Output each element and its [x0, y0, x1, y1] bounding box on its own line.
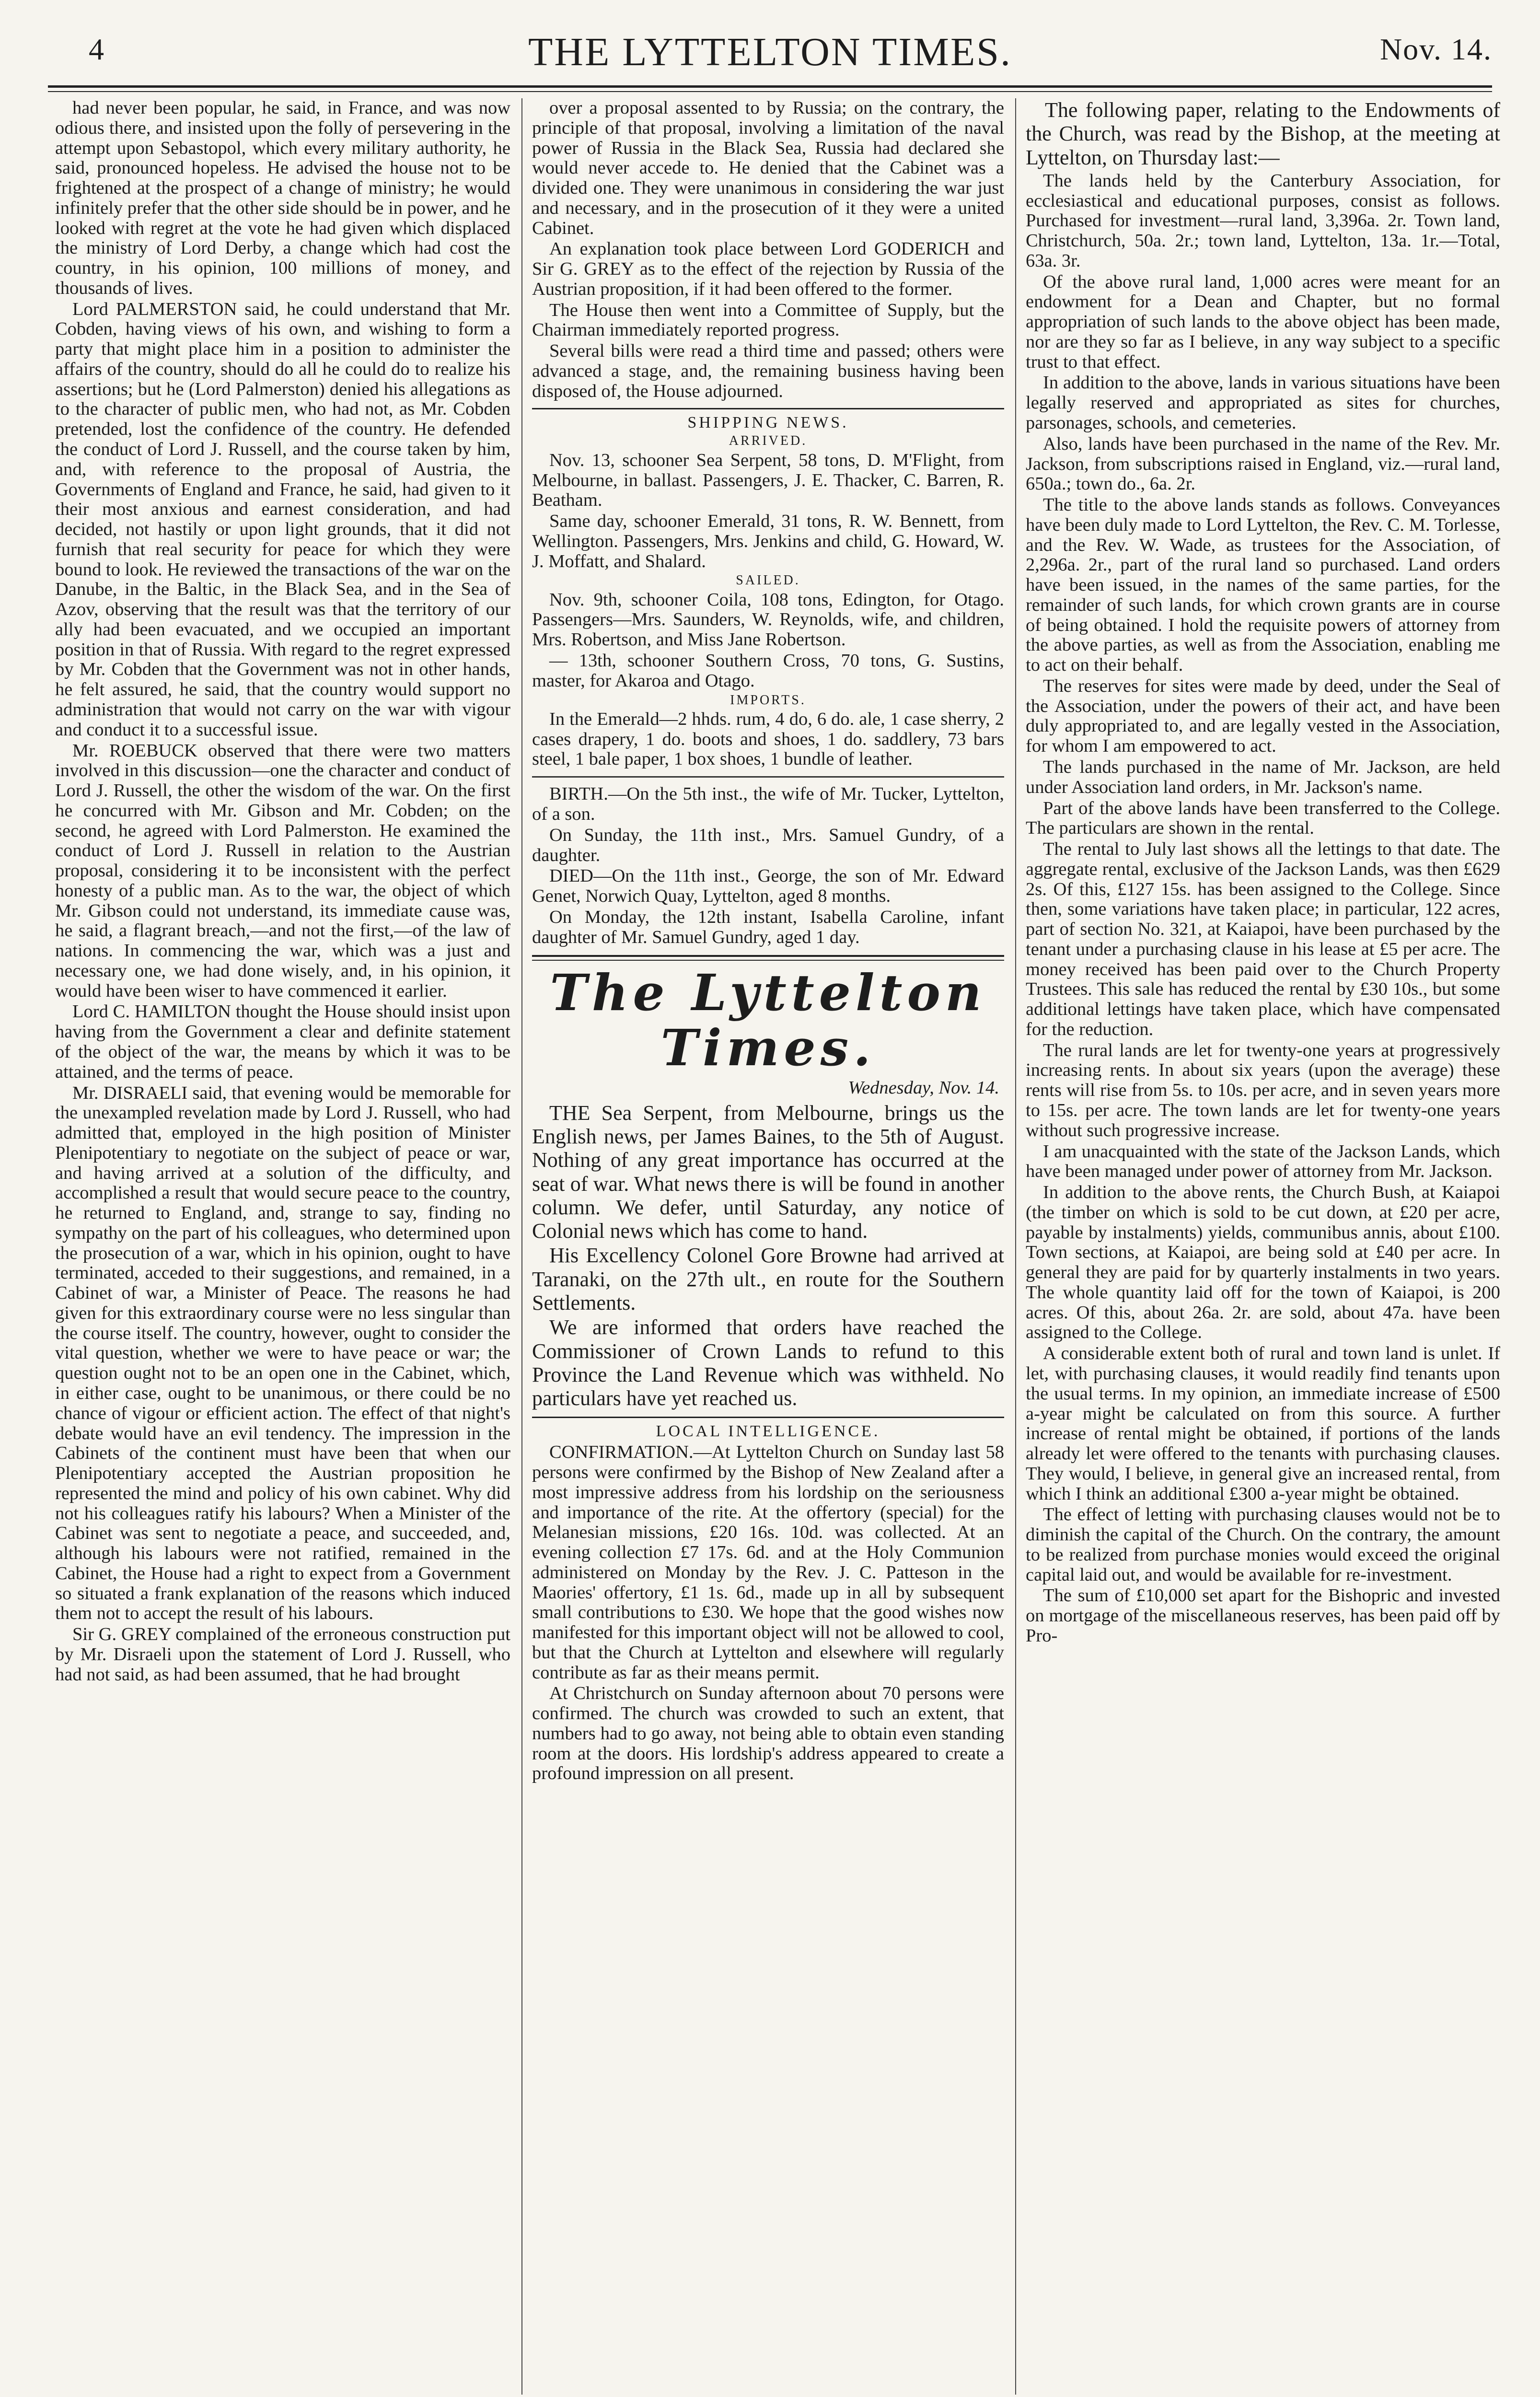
article-paragraph: The sum of £10,000 set apart for the Bishopric and invested on mortgage of the miscellaneous reserves, has been paid off by Pro- — [1026, 1585, 1500, 1646]
notice-entry: DIED—On the 11th inst., George, the son of Mr. Edward Genet, Norwich Quay, Lyttelton, aged 8 months. — [532, 866, 1004, 907]
editorial-rule — [532, 955, 1004, 961]
article-paragraph: The title to the above lands stands as follows. Conveyances have been duly made to Lord Lyttelton, the Rev. C. M. Torlesse, and the Rev. W. Wade, as trustees for the Association, of 2,296a. 2r., part of the rural land so purchased. Land orders have been issued, in the names of the same parties, for the remainder of such lands, for which crown grants are in course of being obtained. I hold the requisite powers of attorney from the above parties, as well as from the Association, enabling me to act on their behalf. — [1026, 495, 1500, 675]
article-paragraph: Mr. DISRAELI said, that evening would be memorable for the unexampled revelation made by Lord J. Russell, who had admitted that, employed in the high position of Minister Plenipotentiary to negotiate on the subject of peace or war, and having arrived at a solution of the difficulty, and accomplished a result that would secure peace to the country, he returned to England, and, strange to say, finding no sympathy on the part of his colleagues, who determined upon the prosecution of a war, which in his opinion, ought to have terminated, acceded to their suggestions, and remained, in a Cabinet of war, a Minister of Peace. The reasons he had given for this extraordinary course were no less singular than the course itself. The country, however, ought to consider the vital question, whether we were to have peace or war; the question ought not to be an open one in the Cabinet, which, in either case, ought to be unanimous, or there could be no chance of vigour or efficient action. The effect of that night's debate would have an evil tendency. The impression in the Cabinets of the continent must have been that when our Plenipotentiary accepted the Austrian proposition he represented the mind and policy of his own cabinet. Why did not his colleagues ratify his labours? When a Minister of the Cabinet was sent to negotiate a peace, and succeeded, and, although his labours were not ratified, remained in the Cabinet, the House had a right to expect from a Government so situated a frank explanation of the reasons which induced them not to accept the result of his labours. — [55, 1082, 510, 1624]
article-paragraph: The lands purchased in the name of Mr. Jackson, are held under Association land orders, in Mr. Jackson's name. — [1026, 757, 1500, 797]
notice-entry: On Monday, the 12th instant, Isabella Caroline, infant daughter of Mr. Samuel Gundry, aged 1 day. — [532, 907, 1004, 947]
masthead-rule-thick — [48, 85, 1492, 88]
editorial-nameplate: The Lyttelton Times. — [550, 963, 986, 1077]
article-paragraph: over a proposal assented to by Russia; on the contrary, the principle of that proposal, involving a limitation of the naval power of Russia in the Black Sea, Russia had declared she would never accede to. He denied that the Cabinet was a divided one. They were unanimous in considering the war just and necessary, and in the prosecution of it they were a united Cabinet. — [532, 98, 1004, 238]
article-paragraph: Lord C. HAMILTON thought the House should insist upon having from the Government a clear and definite statement of the object of the war, the means by which it was to be attained, and the terms of peace. — [55, 1001, 510, 1082]
shipping-news-heading: SHIPPING NEWS. — [532, 408, 1004, 432]
issue-date: Nov. 14. — [1379, 32, 1492, 66]
article-paragraph: Also, lands have been purchased in the name of the Rev. Mr. Jackson, from subscriptions raised in England, viz.—rural land, 650a.; town do., 6a. 2r. — [1026, 433, 1500, 494]
article-paragraph: At Christchurch on Sunday afternoon about 70 persons were confirmed. The church was crowded to such an extent, that numbers had to go away, not being able to obtain even standing room at the doors. His lordship's address appeared to create a profound impression on all present. — [532, 1683, 1004, 1784]
editorial-paragraph: His Excellency Colonel Gore Browne had arrived at Taranaki, on the 27th ult., en route for the Southern Settlements. — [532, 1244, 1004, 1315]
article-paragraph: The House then went into a Committee of Supply, but the Chairman immediately reported progress. — [532, 300, 1004, 340]
article-paragraph: had never been popular, he said, in France, and was now odious there, and insisted upon the folly of persevering in the attempt upon Sebastopol, which every military authority, he said, pronounced hopeless. He advised the house not to be frightened at the prospect of a change of ministry; he would infinitely prefer that the other side should be in power, and he looked with regret at the vote he had given which displaced the ministry of Lord Derby, a change which had cost the country, in his opinion, 100 millions of money, and thousands of lives. — [55, 98, 510, 298]
article-paragraph: Sir G. GREY complained of the erroneous construction put by Mr. Disraeli upon the statement of Lord J. Russell, who had not said, as had been assumed, that he had brought — [55, 1624, 510, 1685]
notice-entry: BIRTH.—On the 5th inst., the wife of Mr. Tucker, Lyttelton, of a son. — [532, 784, 1004, 824]
section-divider — [532, 776, 1004, 778]
article-paragraph: Of the above rural land, 1,000 acres were meant for an endowment for a Dean and Chapter, but no formal appropriation of such lands to the above object has been made, nor are they so far as I believe, in any way subject to a specific trust to that effect. — [1026, 271, 1500, 372]
article-paragraph: The rental to July last shows all the lettings to that date. The aggregate rental, exclusive of the Jackson Lands, was then £629 2s. Of this, £127 15s. has been assigned to the College. Since then, some variations have taken place; in particular, 122 acres, part of section No. 321, at Kaiapoi, have been purchased by the tenant under a purchasing clause in his lease at £5 per acre. The money received has been paid over to the Church Property Trustees. This sale has reduced the rental by £30 10s., but some additional lettings have taken place, which have compensated for the reduction. — [1026, 839, 1500, 1039]
article-paragraph: The reserves for sites were made by deed, under the Seal of the Association, under the powers of their act, and have been duly appropriated to, and are legally vested in the Association, for whom I am empowered to act. — [1026, 675, 1500, 756]
endowments-intro: The following paper, relating to the Endowments of the Church, was read by the Bishop, at the meeting at Lyttelton, on Thursday last:— — [1026, 98, 1500, 169]
article-paragraph: Several bills were read a third time and passed; others were advanced a stage, and, the remaining business having been disposed of, the House adjourned. — [532, 341, 1004, 401]
shipping-entry: In the Emerald—2 hhds. rum, 4 do, 6 do. ale, 1 case sherry, 2 cases drapery, 1 do. boots and shoes, 1 do. saddlery, 73 bars steel, 1 bale paper, 1 box shoes, 1 bundle of leather. — [532, 709, 1004, 769]
shipping-entry: Nov. 13, schooner Sea Serpent, 58 tons, D. M'Flight, from Melbourne, in ballast. Passengers, J. E. Thacker, C. Barren, R. Beatham. — [532, 450, 1004, 511]
page-number: 4 — [89, 32, 104, 66]
imports-subheading: IMPORTS. — [730, 692, 806, 708]
article-paragraph: Part of the above lands have been transferred to the College. The particulars are shown in the rental. — [1026, 798, 1500, 838]
column-divider-1 — [521, 98, 522, 2395]
shipping-entry: Nov. 9th, schooner Coila, 108 tons, Edington, for Otago. Passengers—Mrs. Saunders, W. Reynolds, wife, and children, Mrs. Robertson, and Miss Jane Robertson. — [532, 589, 1004, 650]
article-paragraph: An explanation took place between Lord GODERICH and Sir G. GREY as to the effect of the rejection by Russia of the Austrian proposition, if it had been offered to the former. — [532, 239, 1004, 299]
article-paragraph: Mr. ROEBUCK observed that there were two matters involved in this discussion—one the character and conduct of Lord J. Russell, the other the wisdom of the war. On the first he concurred with Mr. Gibson and Mr. Cobden; on the second, he agreed with Lord Palmerston. He examined the conduct of Lord J. Russell in relation to the Austrian proposal, considering it to be inconsistent with the perfect honesty of a public man. As to the war, the object of which Mr. Gibson could not understand, its immediate cause was, he said, a flagrant breach,—and not the first,—of the law of nations. In commencing the war, which was a just and necessary one, we had done wisely, and, in his opinion, it would have been wiser to have commenced it earlier. — [55, 740, 510, 1001]
column-parliament-report — [55, 98, 510, 1686]
article-paragraph: In addition to the above, lands in various situations have been legally reserved and appropriated as sites for churches, parsonages, schools, and cemeteries. — [1026, 372, 1500, 433]
column-church-endowments — [1026, 98, 1500, 1647]
arrived-subheading: ARRIVED. — [729, 433, 808, 449]
article-paragraph: The rural lands are let for twenty-one years at progressively increasing rents. In about six years (upon the average) these rents will rise from 5s. to 10s. per acre, and in seven years more to 15s. per acre. The town lands are let for twenty-one years without such progressive increase. — [1026, 1040, 1500, 1140]
column-news — [532, 98, 1004, 1785]
editorial-paragraph: THE Sea Serpent, from Melbourne, brings us the English news, per James Baines, to the 5th of August. Nothing of any great importance has occurred at the seat of war. What news there is will be found in another column. We defer, until Saturday, any notice of Colonial news which has come to hand. — [532, 1101, 1004, 1243]
masthead-rule-thin — [48, 91, 1492, 92]
article-paragraph: A considerable extent both of rural and town land is unlet. If let, with purchasing clauses, it would readily find tenants upon the usual terms. In my opinion, an immediate increase of £500 a-year might be calculated on from this source. A further increase of rental might be obtained, if portions of the lands already let were offered to the tenants with purchasing clauses. They would, I believe, in general give an increased rental, from which I think an additional £300 a-year might be obtained. — [1026, 1343, 1500, 1504]
editorial-dateline: Wednesday, Nov. 14. — [848, 1078, 999, 1098]
shipping-entry: — 13th, schooner Southern Cross, 70 tons, G. Sustins, master, for Akaroa and Otago. — [532, 651, 1004, 691]
column-divider-2 — [1015, 98, 1016, 2395]
editorial-paragraph: We are informed that orders have reached the Commissioner of Crown Lands to refund to this Province the Land Revenue which was withheld. No particulars have yet reached us. — [532, 1315, 1004, 1410]
article-paragraph: CONFIRMATION.—At Lyttelton Church on Sunday last 58 persons were confirmed by the Bishop of New Zealand after a most impressive address from his lordship on the seriousness and importance of the rite. At the offertory (special) for the Melanesian missions, £20 16s. 10d. was collected. At an evening collection £7 17s. 6d. and at the Holy Communion administered on Monday by the Rev. J. C. Patteson in the Maories' offertory, £1 1s. 6d., made up in all by subsequent small contributions to £30. We hope that the good wishes now manifested for this important object will not be allowed to cool, but that the Church at Lyttelton and elsewhere will regularly contribute as far as their means permit. — [532, 1442, 1004, 1683]
article-paragraph: Lord PALMERSTON said, he could understand that Mr. Cobden, having views of his own, and wishing to form a party that might place him in a position to administer the affairs of the country, should do all he could do to realize his assertions; but he (Lord Palmerston) denied his allegations as to the character of public men, who had not, as Mr. Cobden pretended, lost the confidence of the country. He defended the conduct of Lord J. Russell, and the course taken by him, and, with reference to the proposal of Austria, the Governments of England and France, he said, had given to it their most anxious and earnest consideration, and had decided, not hastily or upon light grounds, that it did not furnish that real security for peace for which they were bound to look. He reviewed the transactions of the war on the Danube, in the Baltic, in the Black Sea, and in the Sea of Azov, observing that the result was that the territory of our ally had been evacuated, and we occupied an important position in that of Russia. With regard to the regret expressed by Mr. Cobden that the Government was not in other hands, he felt assured, he said, that the country would support no administration that would not carry on the war with vigour and conduct it to a successful issue. — [55, 299, 510, 740]
article-paragraph: The effect of letting with purchasing clauses would not be to diminish the capital of the Church. On the contrary, the amount to be realized from purchase monies would exceed the original capital laid out, and would be available for re-investment. — [1026, 1504, 1500, 1585]
article-paragraph: I am unacquainted with the state of the Jackson Lands, which have been managed under power of attorney from Mr. Jackson. — [1026, 1141, 1500, 1182]
shipping-entry: Same day, schooner Emerald, 31 tons, R. W. Bennett, from Wellington. Passengers, Mrs. Jenkins and child, G. Howard, W. J. Moffatt, and Shalard. — [532, 511, 1004, 571]
sailed-subheading: SAILED. — [736, 573, 800, 588]
local-intelligence-heading: LOCAL INTELLIGENCE. — [532, 1417, 1004, 1441]
newspaper-title: THE LYTTELTON TIMES. — [528, 30, 1012, 74]
article-paragraph: The lands held by the Canterbury Association, for ecclesiastical and educational purposes, consist as follows. Purchased for investment—rural land, 3,396a. 2r. Town land, Christchurch, 50a. 2r.; town land, Lyttelton, 13a. 1r.—Total, 63a. 3r. — [1026, 170, 1500, 271]
article-paragraph: In addition to the above rents, the Church Bush, at Kaiapoi (the timber on which is sold to be cut down, at £20 per acre, payable by instalments) yields, communibus annis, about £100. Town sections, at Kaiapoi, are being sold at £40 per acre. In general they are paid for by quarterly instalments in two years. The whole quantity laid off for the town of Kaiapoi, is 200 acres. Of this, about 26a. 2r. are sold, about 47a. have been assigned to the College. — [1026, 1182, 1500, 1343]
notice-entry: On Sunday, the 11th inst., Mrs. Samuel Gundry, of a daughter. — [532, 825, 1004, 865]
masthead — [29, 29, 1511, 86]
